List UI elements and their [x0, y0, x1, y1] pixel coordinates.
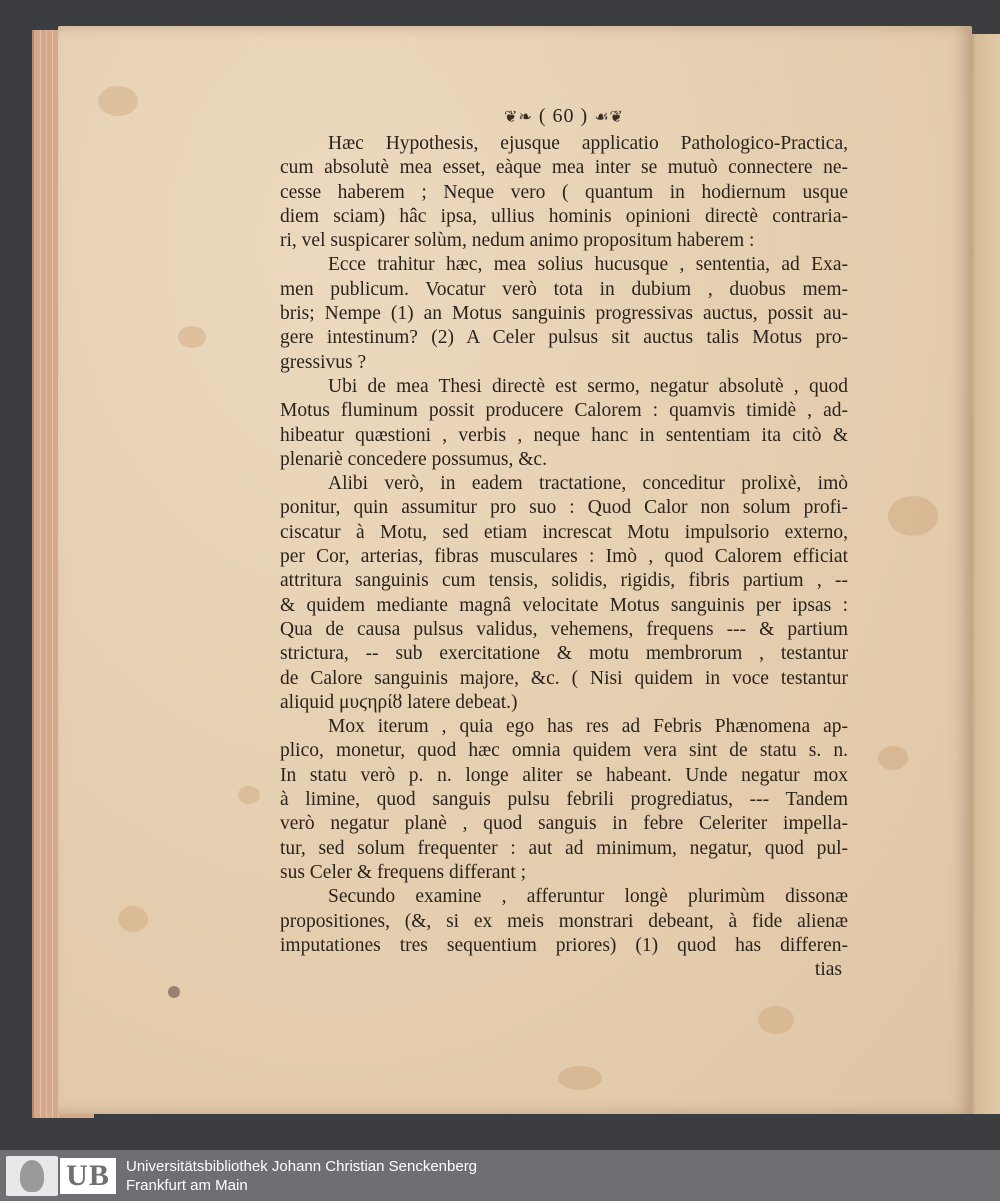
text-line: per Cor, arterias, fibras musculares : Imò , quod Calorem efficiat: [280, 546, 848, 568]
ornament-right-icon: ☙❦: [594, 107, 624, 126]
text-line: Motus fluminum possit producere Calorem : quamvis timidè , ad-: [280, 400, 848, 422]
text-line: plenariè concedere possumus, &c.: [280, 448, 547, 470]
text-line: Ecce trahitur hæc, mea solius hucusque , sententia, ad Exa-: [328, 254, 848, 276]
text-line: plico, monetur, quod hæc omnia quidem vera sint de statu s. n.: [280, 740, 848, 762]
text-line: diem sciam) hâc ipsa, ullius hominis opinioni directè contraria-: [280, 205, 848, 227]
text-line: cesse haberem ; Neque vero ( quantum in hodiernum usque: [280, 181, 848, 203]
text-line: ciscatur à Motu, sed etiam increscat Motu impulsorio externo,: [280, 521, 848, 543]
text-line: sus Celer & frequens differant ;: [280, 861, 527, 883]
text-line: à limine, quod sanguis pulsu febrili progrediatus, --- Tandem: [280, 789, 848, 811]
text-line: tur, sed solum frequenter : aut ad minimum, negatur, quod pul-: [280, 837, 848, 859]
text-line: tias: [814, 959, 842, 981]
text-line: gressivus ?: [280, 351, 367, 373]
text-line: propositiones, (&, si ex meis monstrari debeant, à fide alienæ: [280, 910, 848, 932]
text-line: Hæc Hypothesis, ejusque applicatio Pathologico-Practica,: [328, 133, 848, 154]
text-line: Mox iterum , quia ego has res ad Febris Phænomena ap-: [328, 716, 848, 738]
ub-logo: UB: [60, 1158, 116, 1194]
text-line: & quidem mediante magnâ velocitate Motus sanguinis per ipsas :: [280, 594, 848, 616]
text-line: ponitur, quin assumitur pro suo : Quod Calor non solum profi-: [280, 497, 848, 519]
text-line: attritura sanguinis cum tensis, solidis, rigidis, fibris partium , --: [280, 570, 848, 592]
running-head: [280, 104, 848, 128]
text-line: In statu verò p. n. longe aliter se habeant. Unde negatur mox: [280, 764, 848, 786]
text-line: Qua de causa pulsus validus, vehemens, frequens --- & partium: [280, 618, 848, 640]
ornament-left-icon: ❦❧: [504, 107, 533, 126]
text-line: hibeatur quæstioni , verbis , neque hanc in sententiam ita citò &: [280, 424, 848, 446]
text-line: aliquid μυϛηρίȣ latere debeat.): [280, 691, 518, 713]
text-line: Secundo examine , afferuntur longè plurimùm dissonæ: [328, 886, 848, 908]
page-number: ( 60 ): [538, 105, 589, 127]
library-name-line2: Frankfurt am Main: [126, 1177, 248, 1194]
text-line: Ubi de mea Thesi directè est sermo, negatur absolutè , quod: [328, 375, 848, 397]
text-line: imputationes tres sequentium priores) (1) quod has differen-: [280, 934, 848, 956]
text-lines: [280, 132, 848, 982]
text-line: de Calore sanguinis majore, &c. ( Nisi quidem in voce testantur: [280, 667, 848, 689]
text-line: bris; Nempe (1) an Motus sanguinis progressivas auctus, possit au-: [280, 303, 848, 325]
text-line: Alibi verò, in eadem tractatione, conceditur prolixè, imò: [328, 473, 848, 495]
text-line: gere intestinum? (2) A Celer pulsus sit auctus talis Motus pro-: [280, 327, 848, 349]
library-name-line1: Universitätsbibliothek Johann Christian Senckenberg: [126, 1158, 478, 1175]
text-line: cum absolutè mea esset, eàque mea inter se mutuò connectere ne-: [280, 157, 848, 179]
text-line: verò negatur planè , quod sanguis in febre Celeriter impella-: [280, 813, 848, 835]
page-text: [280, 104, 848, 982]
library-name: [126, 1157, 477, 1195]
text-line: strictura, -- sub exercitatione & motu membrorum , testantur: [280, 643, 848, 665]
text-line: men publicum. Vocatur verò tota in dubium , duobus mem-: [280, 278, 848, 300]
senckenberg-portrait-icon: [6, 1156, 58, 1196]
text-line: ri, vel suspicarer solùm, nedum animo propositum haberem :: [280, 230, 755, 252]
library-footer: [0, 1150, 1000, 1201]
